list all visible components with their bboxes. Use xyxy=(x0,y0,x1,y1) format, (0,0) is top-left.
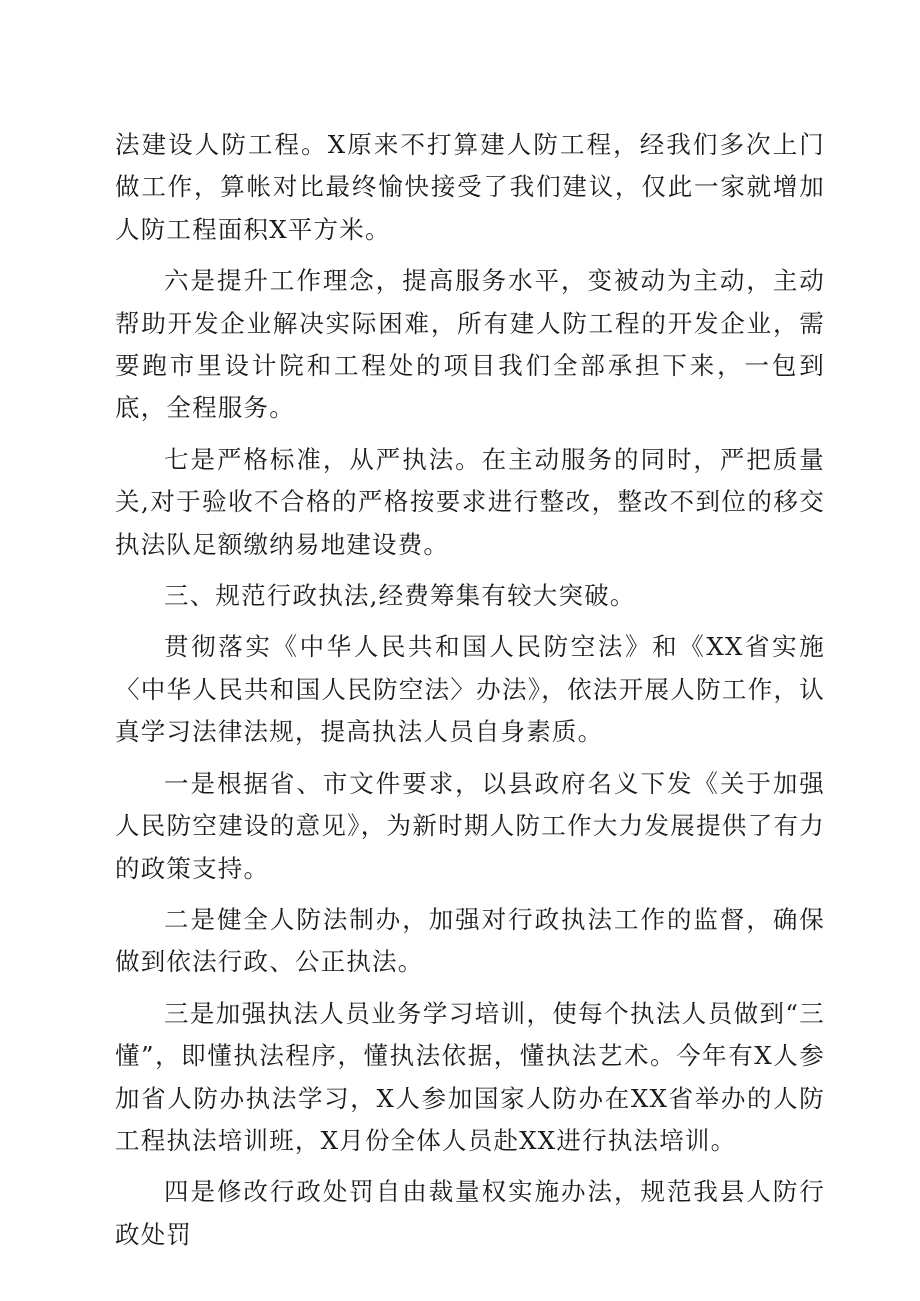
paragraph-1: 法建设人防工程。X原来不打算建人防工程，经我们多次上门做工作，算帐对比最终愉快接受了我们建议，仅此一家就增加人防工程面积X平方米。 xyxy=(115,130,825,244)
paragraph-7: 二是健全人防法制办，加强对行政执法工作的监督，确保做到依法行政、公正执法。 xyxy=(115,904,825,977)
paragraph-9: 四是修改行政处罚自由裁量权实施办法，规范我县人防行政处罚 xyxy=(115,1177,825,1249)
paragraph-3: 七是严格标准，从严执法。在主动服务的同时，严把质量关,对于验收不合格的严格按要求进行整改，整改不到位的移交执法队足额缴纳易地建设费。 xyxy=(115,444,825,559)
document-body xyxy=(115,124,825,1265)
paragraph-8: 三是加强执法人员业务学习培训，使每个执法人员做到“三懂”，即懂执法程序，懂执法依据，懂执法艺术。今年有X人参加省人防办执法学习，X人参加国家人防办在XX省举办的人防工程执法培训班，X月份全体人员赴XX进行执法培训。 xyxy=(115,998,825,1155)
paragraph-5: 贯彻落实《中华人民共和国人民防空法》和《XX省实施〈中华人民共和国人民防空法〉办法》，依法开展人防工作，认真学习法律法规，提高执法人员自身素质。 xyxy=(115,632,825,747)
section-heading: 三、规范行政执法,经费筹集有较大突破。 xyxy=(164,581,636,611)
paragraph-6: 一是根据省、市文件要求，以县政府名义下发《关于加强人民防空建设的意见》，为新时期人防工作大力发展提供了有力的政策支持。 xyxy=(115,768,825,883)
paragraph-2: 六是提升工作理念，提高服务水平，变被动为主动，主动帮助开发企业解决实际困难，所有建人防工程的开发企业，需要跑市里设计院和工程处的项目我们全部承担下来，一包到底，全程服务。 xyxy=(115,266,825,423)
